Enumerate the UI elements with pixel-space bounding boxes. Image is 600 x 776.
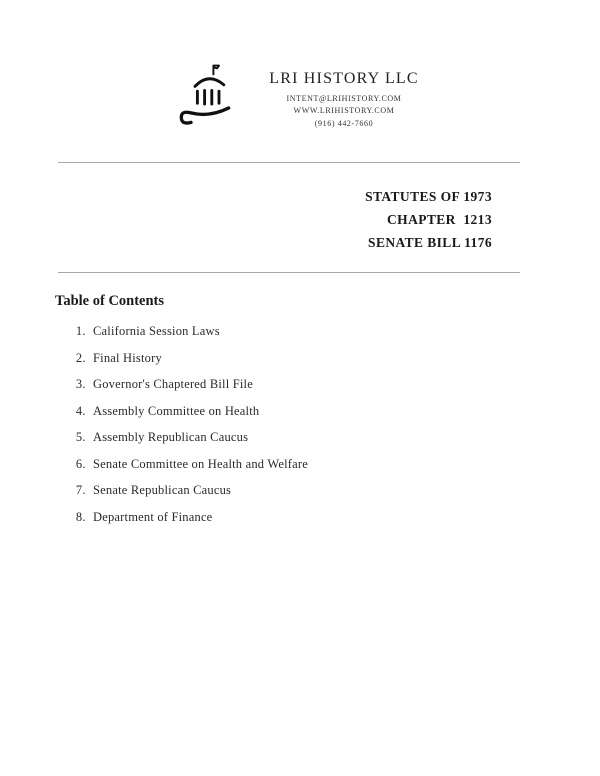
letterhead xyxy=(0,0,600,140)
divider-bottom xyxy=(58,272,520,273)
statutes-line: STATUTES OF 1973 xyxy=(365,189,492,204)
company-block xyxy=(269,70,419,131)
toc-item: 8. Department of Finance xyxy=(89,510,540,525)
company-website: WWW.LRIHISTORY.COM xyxy=(293,106,395,116)
toc-item: 2. Final History xyxy=(89,351,540,366)
table-of-contents xyxy=(55,293,540,525)
toc-list xyxy=(55,324,540,525)
capitol-sketch-icon xyxy=(171,60,243,140)
toc-item: 7. Senate Republican Caucus xyxy=(89,483,540,498)
divider-top xyxy=(58,162,520,163)
chapter-line: CHAPTER 1213 xyxy=(387,212,492,227)
toc-item: 3. Governor's Chaptered Bill File xyxy=(89,377,540,392)
company-email: INTENT@LRIHISTORY.COM xyxy=(286,93,402,103)
statute-reference xyxy=(0,185,492,254)
senate-bill-line: SENATE BILL 1176 xyxy=(368,235,492,250)
toc-item: 5. Assembly Republican Caucus xyxy=(89,430,540,445)
toc-title: Table of Contents xyxy=(55,293,165,309)
company-phone: (916) 442-7660 xyxy=(314,118,374,128)
toc-item: 4. Assembly Committee on Health xyxy=(89,404,540,419)
toc-item: 6. Senate Committee on Health and Welfare xyxy=(89,457,540,472)
company-name: LRI HISTORY LLC xyxy=(269,69,419,87)
toc-item: 1. California Session Laws xyxy=(89,324,540,339)
